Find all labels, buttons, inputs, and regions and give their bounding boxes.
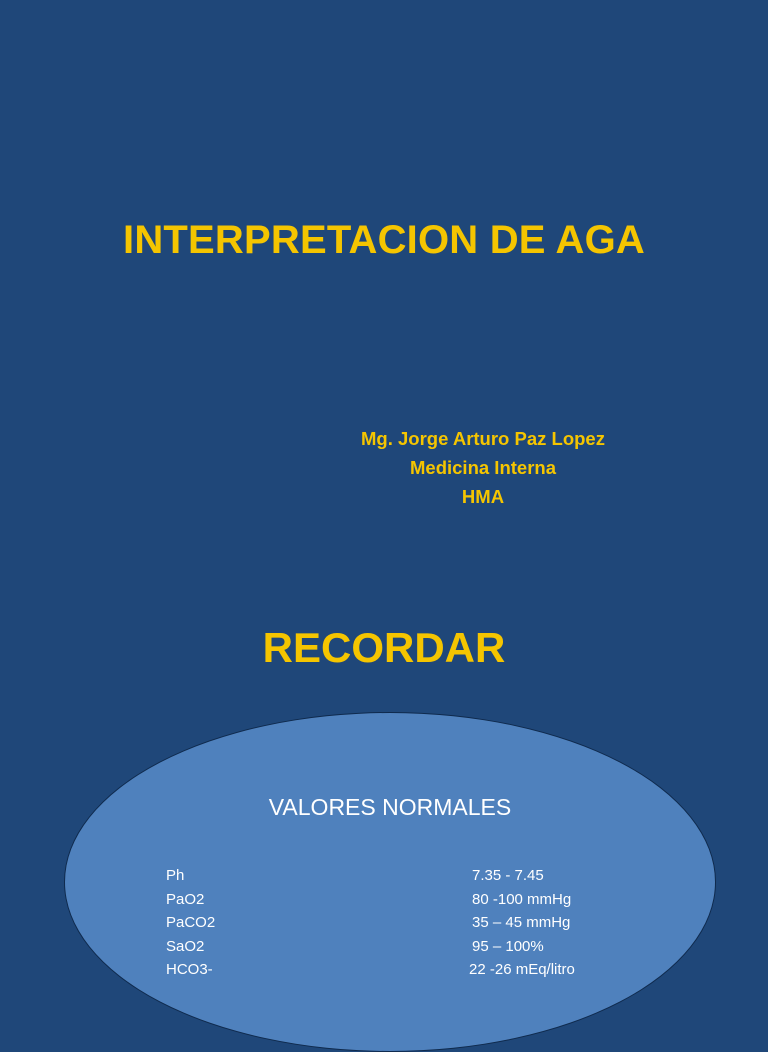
author-name: Mg. Jorge Arturo Paz Lopez [361, 428, 605, 449]
values-row [166, 958, 575, 982]
author-block [300, 424, 666, 511]
presentation-title: INTERPRETACION DE AGA [123, 218, 645, 262]
author-institution: HMA [461, 486, 505, 507]
parameter-range: 35 – 45 mmHg [472, 914, 571, 931]
values-row [166, 935, 575, 959]
values-row [166, 864, 575, 888]
parameter-label: PaO2 [166, 890, 205, 908]
parameter-range: 22 -26 mEq/litro [469, 961, 575, 978]
values-row [166, 911, 575, 935]
parameter-label: HCO3- [166, 961, 213, 978]
parameter-range: 7.35 - 7.45 [472, 867, 544, 884]
slide-recordar [0, 576, 768, 1024]
normal-values-heading: VALORES NORMALES [268, 794, 512, 820]
parameter-label: PaCO2 [166, 914, 216, 931]
parameter-label: Ph [166, 867, 185, 884]
parameter-range: 80 -100 mmHg [472, 890, 572, 908]
normal-values-table [166, 864, 575, 982]
parameter-label: SaO2 [166, 937, 205, 955]
slide-heading: RECORDAR [262, 624, 506, 671]
values-row [166, 888, 575, 912]
parameter-range: 95 – 100% [472, 937, 544, 955]
author-specialty: Medicina Interna [410, 457, 556, 478]
